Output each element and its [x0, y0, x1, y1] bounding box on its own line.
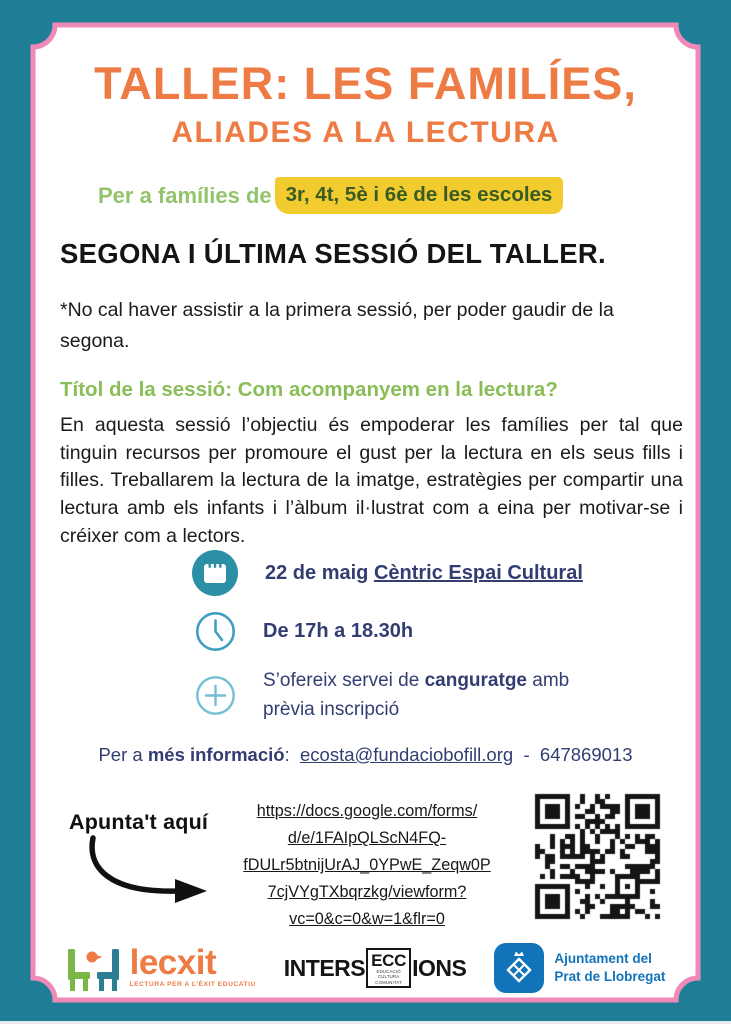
- interseccions-ecc-box: [366, 948, 411, 987]
- session-description: En aquesta sessió l’objectiu és empoderar les famílies per tal que tinguin recursos per promoure el gust per la lectura en els seus fills i filles. Treballarem la lectura de la imatge, estratègies per compartir una lectura amb els infants i l’àlbum il·lustrat com a eina per motivar-se i créixer com a lectors.: [60, 414, 683, 547]
- interseccions-part2: IONS: [412, 954, 467, 981]
- date-row: [192, 550, 662, 596]
- signup-label: Apunta't aquí: [69, 810, 209, 834]
- service-row: [192, 667, 662, 724]
- url-line: vc=0&c=0&w=1&flr=0: [289, 910, 445, 929]
- event-details: [192, 550, 662, 739]
- contact-email-link[interactable]: ecosta@fundaciobofill.org: [300, 744, 514, 765]
- signup-url-link[interactable]: [219, 798, 515, 933]
- audience-prefix: Per a famílies de: [98, 182, 272, 208]
- clock-icon: [195, 611, 236, 652]
- service-text: [263, 667, 615, 724]
- poster-title-line2: ALIADES A LA LECTURA: [171, 116, 560, 149]
- time-text: [263, 620, 413, 643]
- url-line: https://docs.google.com/forms/: [256, 802, 478, 820]
- lecxit-tagline: LECTURA PER A L'ÈXIT EDUCATIU: [129, 981, 256, 989]
- interseccions-part1: INTERS: [283, 954, 366, 981]
- contact-info-line: [0, 744, 731, 766]
- info-colon: :: [284, 744, 290, 765]
- ajuntament-name-line1: Ajuntament del: [554, 951, 652, 967]
- info-bold: més informació: [147, 744, 285, 765]
- footer-logos: [0, 937, 731, 999]
- info-prefix: Per a: [98, 744, 143, 765]
- session-note: *No cal haver assistir a la primera sessió, per poder gaudir de la segona.: [60, 299, 614, 353]
- lecxit-chairs-icon: [66, 943, 121, 993]
- url-line: 7cjVYgTXbqrzkg/viewform?: [267, 883, 467, 902]
- plus-circle-icon: [195, 675, 236, 716]
- service-prefix: S’ofereix servei de: [263, 670, 420, 691]
- service-suffix: amb prèvia inscripció: [263, 670, 570, 720]
- lecxit-logo: [66, 943, 256, 993]
- calendar-icon: [192, 550, 238, 596]
- ajuntament-name-line2: Prat de Llobregat: [554, 969, 666, 984]
- interseccions-logo: [284, 948, 467, 987]
- service-bold: canguratge: [424, 670, 527, 691]
- ajuntament-logo: [494, 943, 665, 993]
- session-heading: SEGONA I ÚLTIMA SESSIÓ DEL TALLER.: [60, 238, 606, 269]
- venue-link[interactable]: Cèntric Espai Cultural: [373, 561, 583, 584]
- date-label: 22 de maig: [265, 561, 369, 584]
- curved-arrow-icon: [76, 834, 226, 912]
- date-text: [265, 562, 583, 585]
- info-separator: -: [523, 744, 530, 765]
- audience-line: [98, 177, 563, 214]
- interseccions-box-word: EDUCACIÓ: [376, 969, 401, 975]
- ajuntament-emblem-icon: [494, 943, 544, 993]
- url-line: d/e/1FAIpQLScN4FQ-: [287, 829, 447, 848]
- interseccions-ecc: ECC: [371, 951, 407, 971]
- interseccions-box-word: COMUNITAT: [375, 979, 402, 985]
- qr-code: [528, 787, 667, 926]
- contact-phone: 647869013: [539, 744, 633, 765]
- audience-highlight: 3r, 4t, 5è i 6è de les escoles: [275, 177, 564, 214]
- interseccions-box-word: CULTURA: [377, 974, 400, 980]
- time-row: [192, 611, 662, 652]
- url-line: fDULr5btnijUrAJ_0YPwE_Zeqw0P: [243, 856, 491, 875]
- poster-title-line1: TALLER: LES FAMILÍES,: [94, 58, 637, 109]
- time-label: De 17h a 18.30h: [263, 620, 414, 642]
- lecxit-wordmark: lecxit: [129, 942, 217, 982]
- session-title-heading: Títol de la sessió: Com acompanyem en la lectura?: [60, 378, 558, 401]
